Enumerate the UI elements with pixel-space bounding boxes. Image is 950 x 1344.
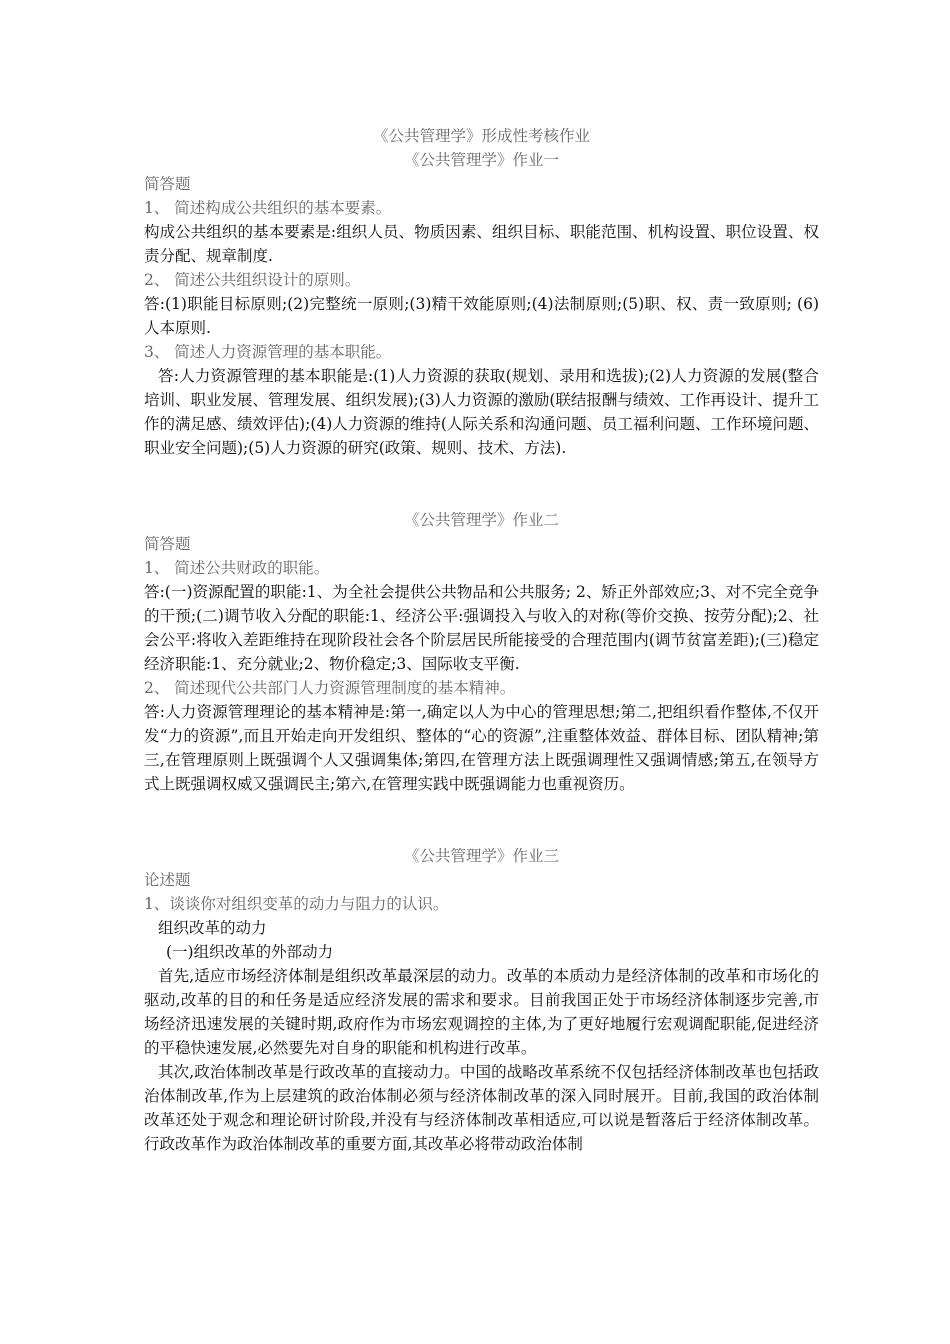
hw2-question-1: 1、 简述公共财政的职能。 [144, 559, 330, 577]
hw2-section-label: 简答题 [144, 535, 191, 553]
hw2-answer-1: 答:(一)资源配置的职能:1、为全社会提供公共物品和公共服务; 2、矫正外部效应;3、对不完全竞争的干预;(二)调节收入分配的职能:1、经济公平:强调投入与收入的对称(等价交换、按劳分配);2、社会公平:将收入差距维持在现阶段社会各个阶层居民所能接受的合理范围内(调节贫富差距);(三)稳定经济职能:1、充分就业;2、物价稳定;3、国际收支平衡. [144, 583, 819, 673]
hw3-paragraph-2: 其次,政治体制改革是行政改革的直接动力。中国的战略改革系统不仅包括经济体制改革也包括政治体制改革,作为上层建筑的政治体制必须与经济体制改革的深入同时展开。目前,我国的政治体制改革还处于观念和理论研讨阶段,并没有与经济体制改革相适应,可以说是暂落后于经济体制改革。行政改革作为政治体制改革的重要方面,其改革必将带动政治体制 [144, 1063, 819, 1153]
hw1-title: 《公共管理学》作业一 [403, 151, 559, 169]
hw1-question-1: 1、 简述构成公共组织的基本要素。 [144, 199, 392, 217]
hw1-answer-3: 答:人力资源管理的基本职能是:(1)人力资源的获取(规划、录用和选拔);(2)人力资源的发展(整合培训、职业发展、管理发展、组织发展);(3)人力资源的激励(联结报酬与绩效、工作再设计、提升工作的满足感、绩效评估);(4)人力资源的维持(人际关系和沟通问题、员工福利问题、工作环境问题、职业安全问题);(5)人力资源的研究(政策、规则、技术、方法). [144, 367, 819, 457]
hw3-heading-motivation: 组织改革的动力 [158, 919, 267, 937]
document-page [144, 124, 819, 1156]
hw2-question-2: 2、 简述现代公共部门人力资源管理制度的基本精神。 [144, 679, 516, 697]
hw1-answer-2: 答:(1)职能目标原则;(2)完整统一原则;(3)精干效能原则;(4)法制原则;(5)职、权、责一致原则; (6)人本原则. [144, 295, 819, 337]
main-title: 《公共管理学》形成性考核作业 [372, 127, 590, 145]
hw1-question-2: 2、 简述公共组织设计的原则。 [144, 271, 361, 289]
hw1-section-label: 简答题 [144, 175, 191, 193]
hw2-title: 《公共管理学》作业二 [403, 511, 559, 529]
section-spacer [144, 796, 819, 844]
hw1-answer-1: 构成公共组织的基本要素是:组织人员、物质因素、组织目标、职能范围、机构设置、职位设置、权责分配、规章制度. [144, 223, 819, 265]
hw3-question-1: 1、谈谈你对组织变革的动力与阻力的认识。 [144, 895, 449, 913]
hw2-answer-2: 答:人力资源管理理论的基本精神是:第一,确定以人为中心的管理思想;第二,把组织看作整体,不仅开发“力的资源”,而且开始走向开发组织、整体的“心的资源”,注重整体效益、群体目标、团队精神;第三,在管理原则上既强调个人又强调集体;第四,在管理方法上既强调理性又强调情感;第五,在领导方式上既强调权威又强调民主;第六,在管理实践中既强调能力也重视资历。 [144, 703, 819, 793]
hw1-question-3: 3、 简述人力资源管理的基本职能。 [144, 343, 392, 361]
hw3-section-label: 论述题 [144, 871, 191, 889]
section-spacer [144, 460, 819, 508]
hw3-heading-external: (一)组织改革的外部动力 [166, 943, 334, 961]
hw3-title: 《公共管理学》作业三 [403, 847, 559, 865]
hw3-paragraph-1: 首先,适应市场经济体制是组织改革最深层的动力。改革的本质动力是经济体制的改革和市场化的驱动,改革的目的和任务是适应经济发展的需求和要求。目前我国正处于市场经济体制逐步完善,市场经济迅速发展的关键时期,政府作为市场宏观调控的主体,为了更好地履行宏观调配职能,促进经济的平稳快速发展,必然要先对自身的职能和机构进行改革。 [144, 967, 819, 1057]
